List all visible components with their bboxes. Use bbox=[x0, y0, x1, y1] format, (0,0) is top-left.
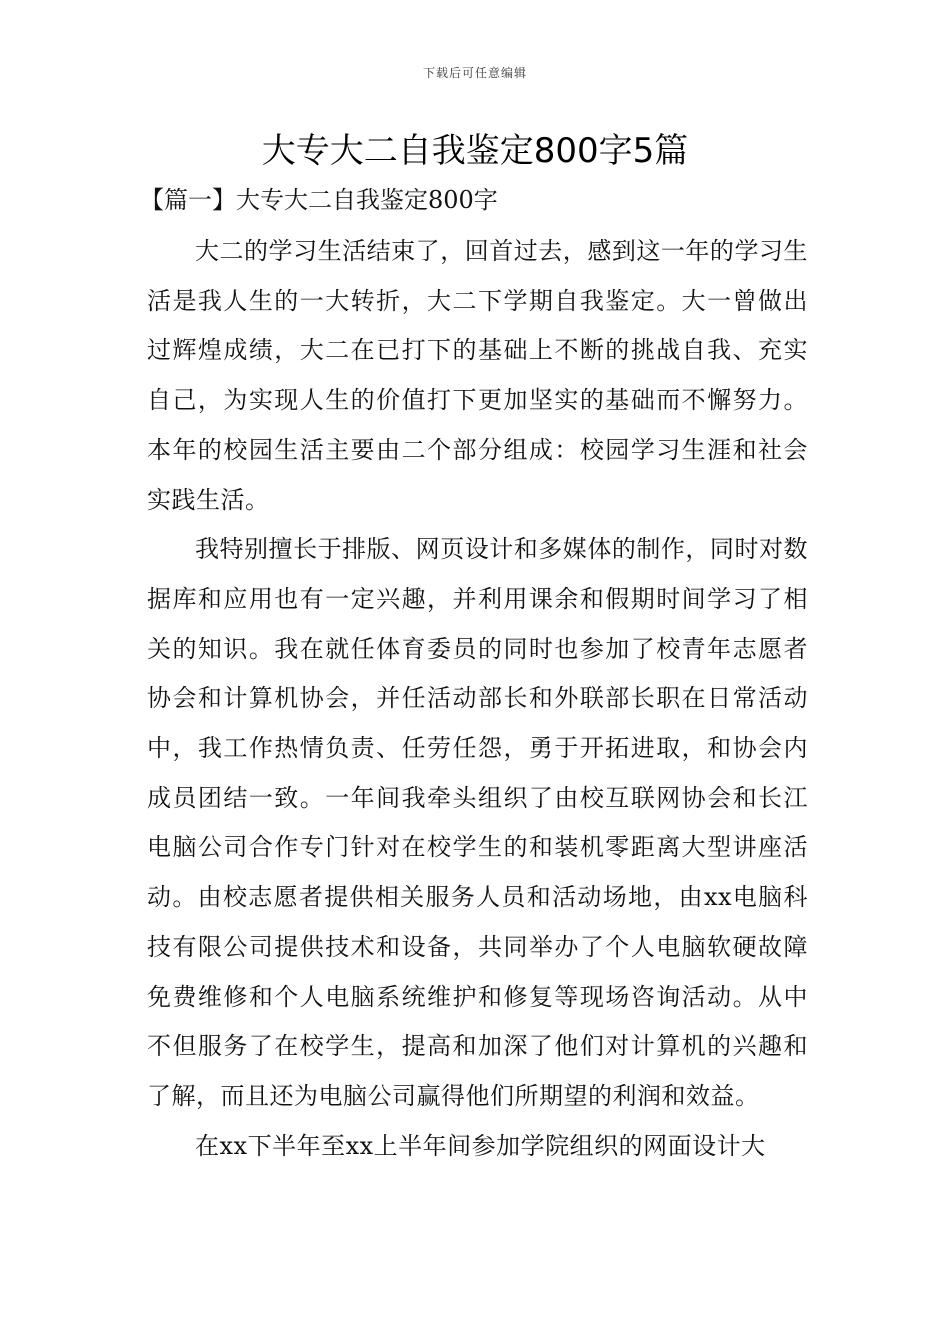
page-header-note: 下载后可任意编辑 bbox=[422, 66, 527, 80]
paragraph: 我特别擅长于排版、网页设计和多媒体的制作，同时对数据库和应用也有一定兴趣，并利用课余和假期时间学习了相关的知识。我在就任体育委员的同时也参加了校青年志愿者协会和计算机协会，并任活动部长和外联部长职在日常活动中，我工作热情负责、任劳任怨，勇于开拓进取，和协会内成员团结一致。一年间我牵头组织了由校互联网协会和长江电脑公司合作专门针对在校学生的和装机零距离大型讲座活动。由校志愿者提供相关服务人员和活动场地，由xx电脑科技有限公司提供技术和设备，共同举办了个人电脑软硬故障免费维修和个人电脑系统维护和修复等现场咨询活动。从中不但服务了在校学生，提高和加深了他们对计算机的兴趣和了解，而且还为电脑公司赢得他们所期望的利润和效益。 bbox=[147, 535, 808, 1110]
paragraph: 大二的学习生活结束了，回首过去，感到这一年的学习生活是我人生的一大转折，大二下学期自我鉴定。大一曾做出过辉煌成绩，大二在已打下的基础上不断的挑战自我、充实自己，为实现人生的价值打下更加坚实的基础而不懈努力。本年的校园生活主要由二个部分组成：校园学习生涯和社会实践生活。 bbox=[147, 237, 808, 514]
section-heading: 【篇一】大专大二自我鉴定800字 bbox=[140, 186, 498, 214]
paragraph: 在xx下半年至xx上半年间参加学院组织的网面设计大 bbox=[195, 1131, 766, 1160]
document-body bbox=[147, 227, 808, 1171]
document-title: 大专大二自我鉴定800字5篇 bbox=[261, 131, 689, 171]
